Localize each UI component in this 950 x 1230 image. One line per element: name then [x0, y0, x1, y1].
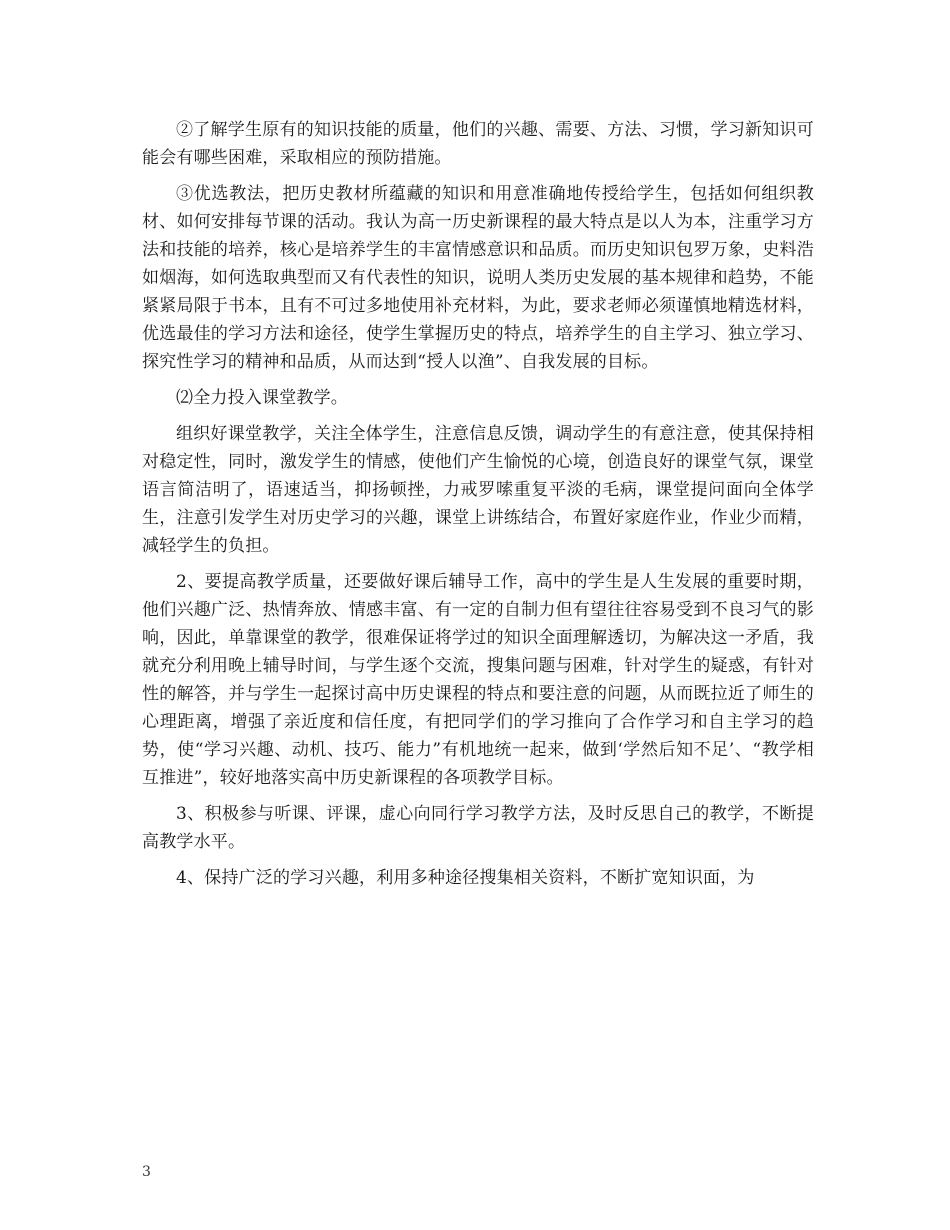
document-body	[142, 116, 814, 900]
paragraph-learning-interest: 4、保持广泛的学习兴趣，利用多种途径搜集相关资料，不断扩宽知识面，为	[176, 868, 755, 888]
paragraph-after-class-tutoring: 2、要提高教学质量，还要做好课后辅导工作，高中的学生是人生发展的重要时期，他们兴趣广泛、热情奔放、情感丰富、有一定的自制力但有望往往容易受到不良习气的影响，因此，单靠课堂的教学，很难保证将学过的知识全面理解透切，为解决这一矛盾，我就充分利用晚上辅导时间，与学生逐个交流，搜集问题与困难，针对学生的疑惑，有针对性的解答，并与学生一起探讨高中历史课程的特点和要注意的问题，从而既拉近了师生的心理距离，增强了亲近度和信任度，有把同学们的学习推向了合作学习和自主学习的趋势，使“学习兴趣、动机、技巧、能力”有机地统一起来，做到‘学然后知不足’、“教学相互推进”，较好地落实高中历史新课程的各项教学目标。	[142, 572, 814, 788]
paragraph-classroom-organization: 组织好课堂教学，关注全体学生，注意信息反馈，调动学生的有意注意，使其保持相对稳定性，同时，激发学生的情感，使他们产生愉悦的心境，创造良好的课堂气氛，课堂语言简洁明了，语速适当，抑扬顿挫，力戒罗嗦重复平淡的毛病，课堂提问面向全体学生，注意引发学生对历史学习的兴趣，课堂上讲练结合，布置好家庭作业，作业少而精，减轻学生的负担。	[142, 424, 814, 556]
paragraph-classroom-heading: ⑵全力投入课堂教学。	[176, 388, 348, 408]
paragraph-know-students: ②了解学生原有的知识技能的质量，他们的兴趣、需要、方法、习惯，学习新知识可能会有哪些困难，采取相应的预防措施。	[142, 120, 814, 168]
page-number: 3	[142, 1164, 151, 1180]
paragraph-lesson-observation: 3、积极参与听课、评课，虚心向同行学习教学方法，及时反思自己的教学，不断提高教学水平。	[142, 804, 814, 852]
paragraph-teaching-methods: ③优选教法，把历史教材所蕴藏的知识和用意准确地传授给学生，包括如何组织教材、如何安排每节课的活动。我认为高一历史新课程的最大特点是以人为本，注重学习方法和技能的培养，核心是培养学生的丰富情感意识和品质。而历史知识包罗万象，史料浩如烟海，如何选取典型而又有代表性的知识，说明人类历史发展的基本规律和趋势，不能紧紧局限于书本，且有不可过多地使用补充材料，为此，要求老师必须谨慎地精选材料，优选最佳的学习方法和途径，使学生掌握历史的特点，培养学生的自主学习、独立学习、探究性学习的精神和品质，从而达到“授人以渔”、自我发展的目标。	[142, 184, 814, 372]
